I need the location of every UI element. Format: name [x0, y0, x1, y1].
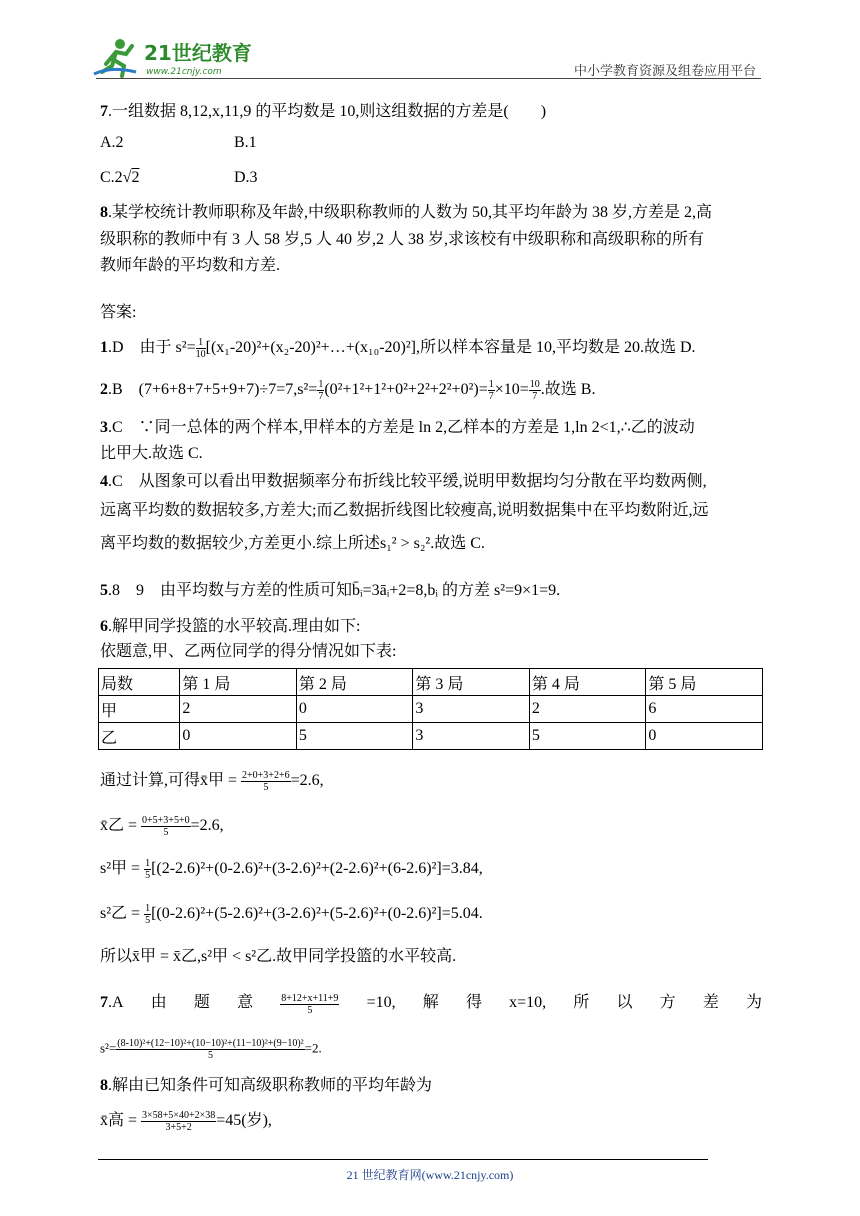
answer-2: 2.B (7+6+8+7+5+9+7)÷7=7,s²= $\frac{1}{7}$ (0²+1²+1²+0²+2²+2²+0²)= $\frac{1}{7}$ ×10= $\frac{10}{7}$ .故选 B. — [100, 379, 596, 402]
table-cell: 0 — [646, 723, 763, 750]
answer-6-calc3: s²甲 = $\frac{1}{5}$ [(2-2.6)²+(0-2.6)²+(3-2.6)²+(2-2.6)²+(6-2.6)²]=3.84, — [100, 858, 483, 881]
platform-label: 中小学教育资源及组卷应用平台 — [573, 63, 756, 78]
table-cell: 第 5 局 — [646, 669, 763, 696]
footer-divider — [98, 1159, 708, 1160]
answer-1: 1.D 由于 s²= $\frac{1}{10}$ [(x₁-20)²+(x₂-20)²+…+(x₁₀-20)²],所以样本容量是 10,平均数是 20.故选 D. — [100, 337, 696, 360]
table-cell: 0 — [296, 696, 413, 723]
question-8-line3: 教师年龄的平均数和方差. — [100, 257, 281, 274]
table-cell: 局数 — [99, 669, 180, 696]
table-cell: 乙 — [99, 723, 180, 750]
table-row — [99, 723, 763, 750]
q7-option-c: C.2√2 — [100, 169, 140, 186]
table-cell: 第 3 局 — [413, 669, 530, 696]
answer-4-line2: 远离平均数的数据较多,方差大;而乙数据折线图比较瘦高,说明数据集中在平均数附近,远 — [100, 502, 709, 519]
table-cell: 2 — [529, 696, 646, 723]
table-cell: 第 2 局 — [296, 669, 413, 696]
table-header-row — [99, 669, 763, 696]
score-table — [98, 668, 763, 750]
answer-8-line2: x̄高 = $\frac{3\times 58+5\times 40+2\times 38}{3+5+2}$ =45(岁), — [100, 1110, 272, 1133]
answer-6-calc1: 通过计算,可得x̄甲 = $\frac{2+0+3+2+6}{5}$ =2.6, — [100, 770, 324, 793]
question-8-line2: 级职称的教师中有 3 人 58 岁,5 人 40 岁,2 人 38 岁,求该校有中级职称和高级职称的所有 — [100, 231, 705, 248]
answer-6-line2: 依题意,甲、乙两位同学的得分情况如下表: — [100, 643, 397, 660]
table-cell: 第 4 局 — [529, 669, 646, 696]
table-cell: 第 1 局 — [180, 669, 297, 696]
question-8-line1: 8.某学校统计教师职称及年龄,中级职称教师的人数为 50,其平均年龄为 38 岁,方差是 2,高 — [100, 204, 713, 221]
header-divider — [96, 78, 761, 79]
table-cell: 6 — [646, 696, 763, 723]
runner-icon — [94, 39, 136, 76]
answer-8-line1: 8.解由已知条件可知高级职称教师的平均年龄为 — [100, 1077, 433, 1094]
table-cell: 2 — [180, 696, 297, 723]
answer-6-calc2: x̄乙 = $\frac{0+5+3+5+0}{5}$ =2.6, — [100, 815, 224, 838]
table-cell: 5 — [296, 723, 413, 750]
q7-option-b: B.1 — [234, 134, 257, 151]
q7-option-d: D.3 — [234, 169, 258, 186]
table-cell: 0 — [180, 723, 297, 750]
table-cell: 3 — [413, 696, 530, 723]
table-cell: 5 — [529, 723, 646, 750]
answer-3-line2: 比甲大.故选 C. — [100, 445, 203, 462]
answer-6-conclusion: 所以x̄甲 = x̄乙,s²甲 < s²乙.故甲同学投篮的水平较高. — [100, 948, 457, 965]
answer-7-line2: s²= $\frac{\text{(8-10)²+(12−10)²+(10−10)²+(11−10)²+(9−10)²}}{5}$ =2. — [100, 1038, 322, 1061]
answer-3-line1: 3.C ∵同一总体的两个样本,甲样本的方差是 ln 2,乙样本的方差是 1,ln 2<1,∴乙的波动 — [100, 419, 695, 436]
table-cell: 甲 — [99, 696, 180, 723]
table-cell: 3 — [413, 723, 530, 750]
answers-title: 答案: — [100, 304, 137, 321]
question-7: 7.一组数据 8,12,x,11,9 的平均数是 10,则这组数据的方差是( ) — [100, 103, 547, 120]
footer-text: 21 世纪教育网(www.21cnjy.com) — [346, 1168, 514, 1182]
answer-6-calc4: s²乙 = $\frac{1}{5}$ [(0-2.6)²+(5-2.6)²+(3-2.6)²+(5-2.6)²+(0-2.6)²]=5.04. — [100, 903, 483, 926]
site-logo — [92, 36, 262, 80]
answer-4-line3: 离平均数的数据较少,方差更小.综上所述s₁² > s₂².故选 C. — [100, 535, 485, 552]
logo-title: 21世纪教育 — [144, 41, 252, 65]
answer-6-line1: 6.解甲同学投篮的水平较高.理由如下: — [100, 618, 361, 635]
q7-option-a: A.2 — [100, 134, 124, 151]
table-row — [99, 696, 763, 723]
answer-5: 5.8 9 由平均数与方差的性质可知b̄ᵢ=3āᵢ+2=8,bᵢ 的方差 s²=9×1=9. — [100, 582, 561, 599]
answer-4-line1: 4.C 从图象可以看出甲数据频率分布折线比较平缓,说明甲数据均匀分散在平均数两侧, — [100, 473, 707, 490]
answer-7-line1: 7.A 由 题 意 $\frac{8+12+x+11+9}{5}$ =10, 解 得 x=10, 所 以 方 差 为 — [100, 993, 762, 1016]
logo-url: www.21cnjy.com — [146, 67, 222, 77]
